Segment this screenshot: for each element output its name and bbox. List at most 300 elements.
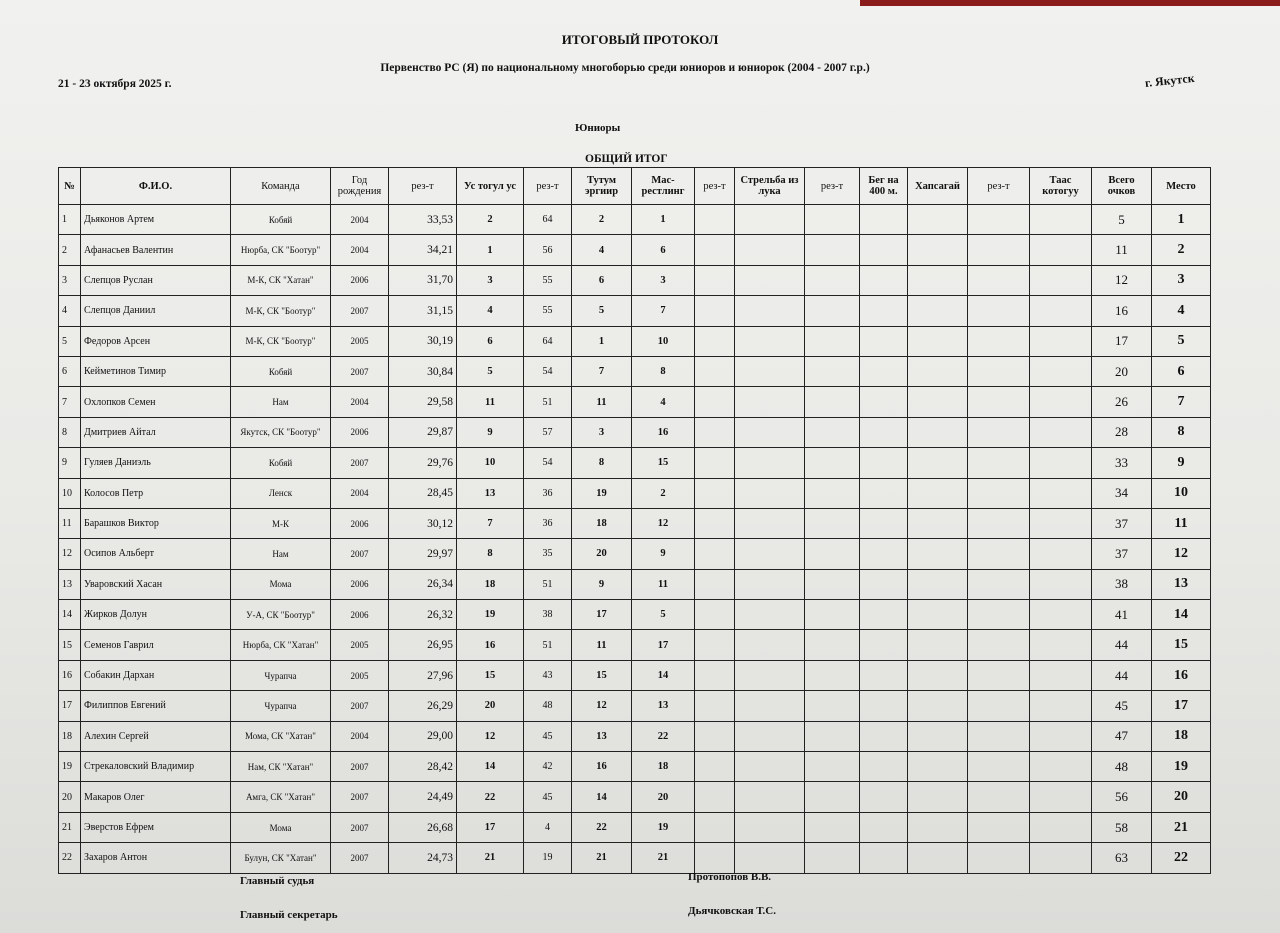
cell-tutum: 13: [572, 721, 632, 751]
cell-result-3: [695, 417, 735, 447]
cell-taas: [1030, 296, 1092, 326]
cell-result-3: [695, 600, 735, 630]
cell-result-1: 28,45: [389, 478, 457, 508]
cell-name: Барашков Виктор: [81, 508, 231, 538]
cell-tutum: 11: [572, 630, 632, 660]
cell-team: Нам: [231, 539, 331, 569]
cell-archery: [735, 356, 805, 386]
cell-place: 3: [1152, 265, 1211, 295]
col-hapsagai: Хапсагай: [908, 168, 968, 205]
col-taas: Таас котогуу: [1030, 168, 1092, 205]
cell-name: Стрекаловский Владимир: [81, 752, 231, 782]
cell-place: 7: [1152, 387, 1211, 417]
cell-hapsagai: [908, 600, 968, 630]
cell-archery: [735, 691, 805, 721]
cell-total: 48: [1092, 752, 1152, 782]
cell-name: Жирков Долун: [81, 600, 231, 630]
col-run-400: Бег на 400 м.: [860, 168, 908, 205]
col-team: Команда: [231, 168, 331, 205]
cell-mas-wrestling: 9: [632, 539, 695, 569]
cell-num: 21: [59, 812, 81, 842]
cell-result-3: [695, 569, 735, 599]
cell-archery: [735, 265, 805, 295]
cell-mas-wrestling: 17: [632, 630, 695, 660]
cell-result-1: 30,84: [389, 356, 457, 386]
cell-total: 58: [1092, 812, 1152, 842]
cell-team: Мома: [231, 812, 331, 842]
cell-result-1: 31,15: [389, 296, 457, 326]
cell-archery: [735, 296, 805, 326]
cell-name: Филиппов Евгений: [81, 691, 231, 721]
cell-num: 5: [59, 326, 81, 356]
cell-archery: [735, 326, 805, 356]
col-total: Всего очков: [1092, 168, 1152, 205]
table-row: [59, 630, 1211, 660]
table-header-row: [59, 168, 1211, 205]
cell-ustogul: 13: [457, 478, 524, 508]
cell-name: Захаров Антон: [81, 843, 231, 873]
cell-result-3: [695, 387, 735, 417]
cell-year: 2006: [331, 508, 389, 538]
cell-ustogul: 18: [457, 569, 524, 599]
cell-run-400: [860, 721, 908, 751]
col-ustogul: Ус тогул ус: [457, 168, 524, 205]
chief-judge-label: Главный судья: [240, 875, 315, 887]
cell-result-3: [695, 508, 735, 538]
cell-num: 8: [59, 417, 81, 447]
cell-result-3: [695, 630, 735, 660]
cell-result-5: [968, 205, 1030, 235]
table-row: [59, 448, 1211, 478]
event-city: г. Якутск: [1144, 70, 1196, 90]
cell-result-3: [695, 326, 735, 356]
cell-year: 2006: [331, 600, 389, 630]
cell-name: Алехин Сергей: [81, 721, 231, 751]
table-row: [59, 752, 1211, 782]
cell-num: 22: [59, 843, 81, 873]
cell-mas-wrestling: 16: [632, 417, 695, 447]
cell-total: 20: [1092, 356, 1152, 386]
cell-place: 13: [1152, 569, 1211, 599]
cell-tutum: 15: [572, 660, 632, 690]
cell-place: 20: [1152, 782, 1211, 812]
cell-total: 33: [1092, 448, 1152, 478]
cell-ustogul: 16: [457, 630, 524, 660]
cell-team: М-К: [231, 508, 331, 538]
cell-hapsagai: [908, 812, 968, 842]
cell-place: 4: [1152, 296, 1211, 326]
cell-result-3: [695, 205, 735, 235]
table-row: [59, 296, 1211, 326]
cell-team: Нюрба, СК "Боотур": [231, 235, 331, 265]
cell-result-5: [968, 600, 1030, 630]
cell-name: Гуляев Даниэль: [81, 448, 231, 478]
cell-run-400: [860, 630, 908, 660]
cell-result-4: [805, 782, 860, 812]
cell-run-400: [860, 265, 908, 295]
cell-place: 10: [1152, 478, 1211, 508]
cell-taas: [1030, 691, 1092, 721]
cell-num: 17: [59, 691, 81, 721]
cell-tutum: 7: [572, 356, 632, 386]
table-row: [59, 478, 1211, 508]
cell-ustogul: 6: [457, 326, 524, 356]
table-row: [59, 660, 1211, 690]
cell-mas-wrestling: 13: [632, 691, 695, 721]
cell-year: 2006: [331, 569, 389, 599]
cell-total: 41: [1092, 600, 1152, 630]
cell-result-5: [968, 569, 1030, 599]
col-archery: Стрельба из лука: [735, 168, 805, 205]
cell-team: М-К, СК "Боотур": [231, 326, 331, 356]
col-place: Место: [1152, 168, 1211, 205]
cell-num: 9: [59, 448, 81, 478]
cell-place: 21: [1152, 812, 1211, 842]
cell-name: Осипов Альберт: [81, 539, 231, 569]
table-row: [59, 356, 1211, 386]
cell-result-1: 26,95: [389, 630, 457, 660]
cell-taas: [1030, 630, 1092, 660]
cell-ustogul: 7: [457, 508, 524, 538]
cell-mas-wrestling: 20: [632, 782, 695, 812]
cell-result-1: 29,87: [389, 417, 457, 447]
cell-num: 15: [59, 630, 81, 660]
cell-result-2: 54: [524, 356, 572, 386]
cell-result-4: [805, 691, 860, 721]
cell-tutum: 12: [572, 691, 632, 721]
cell-archery: [735, 600, 805, 630]
cell-place: 11: [1152, 508, 1211, 538]
cell-team: Чурапча: [231, 691, 331, 721]
cell-run-400: [860, 691, 908, 721]
cell-result-5: [968, 721, 1030, 751]
cell-name: Семенов Гаврил: [81, 630, 231, 660]
cell-result-3: [695, 752, 735, 782]
cell-ustogul: 2: [457, 205, 524, 235]
cell-result-2: 36: [524, 508, 572, 538]
cell-mas-wrestling: 18: [632, 752, 695, 782]
cell-place: 14: [1152, 600, 1211, 630]
cell-taas: [1030, 569, 1092, 599]
cell-name: Макаров Олег: [81, 782, 231, 812]
col-name: Ф.И.О.: [81, 168, 231, 205]
cell-result-2: 55: [524, 296, 572, 326]
cell-run-400: [860, 448, 908, 478]
col-result-3: рез-т: [695, 168, 735, 205]
cell-place: 12: [1152, 539, 1211, 569]
cell-result-2: 51: [524, 569, 572, 599]
cell-team: Якутск, СК "Боотур": [231, 417, 331, 447]
cell-year: 2004: [331, 721, 389, 751]
cell-year: 2004: [331, 387, 389, 417]
cell-tutum: 5: [572, 296, 632, 326]
table-row: [59, 812, 1211, 842]
cell-ustogul: 5: [457, 356, 524, 386]
cell-run-400: [860, 539, 908, 569]
cell-total: 17: [1092, 326, 1152, 356]
cell-tutum: 2: [572, 205, 632, 235]
cell-mas-wrestling: 19: [632, 812, 695, 842]
cell-result-4: [805, 417, 860, 447]
cell-name: Дьяконов Артем: [81, 205, 231, 235]
cell-num: 19: [59, 752, 81, 782]
cell-hapsagai: [908, 448, 968, 478]
cell-mas-wrestling: 21: [632, 843, 695, 873]
cell-total: 11: [1092, 235, 1152, 265]
cell-mas-wrestling: 8: [632, 356, 695, 386]
cell-ustogul: 20: [457, 691, 524, 721]
cell-taas: [1030, 660, 1092, 690]
cell-mas-wrestling: 3: [632, 265, 695, 295]
cell-archery: [735, 752, 805, 782]
cell-mas-wrestling: 10: [632, 326, 695, 356]
cell-taas: [1030, 600, 1092, 630]
cell-total: 37: [1092, 508, 1152, 538]
cell-total: 16: [1092, 296, 1152, 326]
cell-taas: [1030, 752, 1092, 782]
cell-mas-wrestling: 14: [632, 660, 695, 690]
cell-mas-wrestling: 7: [632, 296, 695, 326]
cell-hapsagai: [908, 478, 968, 508]
cell-name: Собакин Дархан: [81, 660, 231, 690]
cell-year: 2007: [331, 812, 389, 842]
cell-ustogul: 10: [457, 448, 524, 478]
cell-result-5: [968, 478, 1030, 508]
cell-run-400: [860, 752, 908, 782]
cell-year: 2004: [331, 235, 389, 265]
cell-result-5: [968, 812, 1030, 842]
cell-result-5: [968, 630, 1030, 660]
cell-total: 44: [1092, 660, 1152, 690]
cell-taas: [1030, 843, 1092, 873]
table-row: [59, 539, 1211, 569]
cell-hapsagai: [908, 569, 968, 599]
cell-result-4: [805, 205, 860, 235]
cell-tutum: 16: [572, 752, 632, 782]
cell-result-2: 64: [524, 326, 572, 356]
cell-tutum: 22: [572, 812, 632, 842]
cell-year: 2007: [331, 752, 389, 782]
cell-tutum: 4: [572, 235, 632, 265]
table-row: [59, 417, 1211, 447]
cell-archery: [735, 812, 805, 842]
cell-year: 2005: [331, 326, 389, 356]
cell-archery: [735, 205, 805, 235]
cell-result-5: [968, 265, 1030, 295]
cell-tutum: 21: [572, 843, 632, 873]
cell-hapsagai: [908, 296, 968, 326]
chief-secretary-name: Дьячковская Т.С.: [688, 905, 776, 917]
cell-place: 1: [1152, 205, 1211, 235]
cell-run-400: [860, 843, 908, 873]
cell-hapsagai: [908, 235, 968, 265]
cell-total: 12: [1092, 265, 1152, 295]
cell-ustogul: 15: [457, 660, 524, 690]
cell-result-4: [805, 387, 860, 417]
table-row: [59, 721, 1211, 751]
cell-result-1: 26,32: [389, 600, 457, 630]
cell-result-2: 45: [524, 721, 572, 751]
cell-year: 2007: [331, 539, 389, 569]
cell-result-5: [968, 508, 1030, 538]
cell-hapsagai: [908, 508, 968, 538]
cell-archery: [735, 508, 805, 538]
cell-ustogul: 17: [457, 812, 524, 842]
cell-result-1: 33,53: [389, 205, 457, 235]
cell-run-400: [860, 326, 908, 356]
cell-num: 12: [59, 539, 81, 569]
cell-name: Охлопков Семен: [81, 387, 231, 417]
cell-result-5: [968, 843, 1030, 873]
cell-ustogul: 11: [457, 387, 524, 417]
cell-result-2: 42: [524, 752, 572, 782]
cell-year: 2004: [331, 205, 389, 235]
cell-tutum: 19: [572, 478, 632, 508]
table-row: [59, 235, 1211, 265]
cell-hapsagai: [908, 387, 968, 417]
cell-team: Кобяй: [231, 448, 331, 478]
cell-place: 9: [1152, 448, 1211, 478]
cell-mas-wrestling: 6: [632, 235, 695, 265]
cell-hapsagai: [908, 265, 968, 295]
cell-taas: [1030, 205, 1092, 235]
table-row: [59, 691, 1211, 721]
results-table: [58, 167, 1211, 874]
cell-result-2: 64: [524, 205, 572, 235]
cell-run-400: [860, 417, 908, 447]
cell-taas: [1030, 721, 1092, 751]
col-result-2: рез-т: [524, 168, 572, 205]
cell-num: 16: [59, 660, 81, 690]
cell-result-1: 29,76: [389, 448, 457, 478]
cell-archery: [735, 387, 805, 417]
cell-tutum: 20: [572, 539, 632, 569]
cell-result-1: 28,42: [389, 752, 457, 782]
cell-taas: [1030, 235, 1092, 265]
cell-num: 6: [59, 356, 81, 386]
cell-hapsagai: [908, 326, 968, 356]
cell-tutum: 18: [572, 508, 632, 538]
table-row: [59, 387, 1211, 417]
cell-result-2: 45: [524, 782, 572, 812]
cell-result-1: 24,73: [389, 843, 457, 873]
cell-name: Дмитриев Айтал: [81, 417, 231, 447]
cell-archery: [735, 630, 805, 660]
cell-hapsagai: [908, 539, 968, 569]
event-dates: 21 - 23 октября 2025 г.: [58, 78, 172, 90]
cell-place: 5: [1152, 326, 1211, 356]
cell-name: Федоров Арсен: [81, 326, 231, 356]
cell-total: 34: [1092, 478, 1152, 508]
table-row: [59, 600, 1211, 630]
cell-tutum: 11: [572, 387, 632, 417]
cell-hapsagai: [908, 205, 968, 235]
cell-num: 14: [59, 600, 81, 630]
cell-run-400: [860, 782, 908, 812]
cell-result-3: [695, 539, 735, 569]
cell-mas-wrestling: 4: [632, 387, 695, 417]
cell-name: Колосов Петр: [81, 478, 231, 508]
cell-result-5: [968, 356, 1030, 386]
cell-archery: [735, 721, 805, 751]
cell-result-2: 43: [524, 660, 572, 690]
cell-result-4: [805, 600, 860, 630]
table-row: [59, 326, 1211, 356]
cell-total: 28: [1092, 417, 1152, 447]
cell-year: 2007: [331, 843, 389, 873]
cell-name: Уваровский Хасан: [81, 569, 231, 599]
cell-team: М-К, СК "Хатан": [231, 265, 331, 295]
results-body: [59, 205, 1211, 874]
cell-run-400: [860, 812, 908, 842]
age-group: Юниоры: [575, 122, 621, 134]
cell-result-2: 55: [524, 265, 572, 295]
cell-run-400: [860, 600, 908, 630]
cell-run-400: [860, 356, 908, 386]
cell-team: Булун, СК "Хатан": [231, 843, 331, 873]
cell-result-4: [805, 630, 860, 660]
cell-ustogul: 8: [457, 539, 524, 569]
cell-result-3: [695, 691, 735, 721]
cell-result-5: [968, 660, 1030, 690]
cell-result-2: 51: [524, 630, 572, 660]
cell-run-400: [860, 387, 908, 417]
cell-result-4: [805, 235, 860, 265]
cell-result-4: [805, 296, 860, 326]
cell-taas: [1030, 508, 1092, 538]
cell-result-2: 56: [524, 235, 572, 265]
cell-team: У-А, СК "Боотур": [231, 600, 331, 630]
cell-mas-wrestling: 22: [632, 721, 695, 751]
chief-secretary-label: Главный секретарь: [240, 909, 338, 921]
cell-year: 2006: [331, 265, 389, 295]
cell-hapsagai: [908, 843, 968, 873]
cell-team: Кобяй: [231, 356, 331, 386]
cell-num: 2: [59, 235, 81, 265]
cell-run-400: [860, 235, 908, 265]
cell-total: 63: [1092, 843, 1152, 873]
cell-num: 4: [59, 296, 81, 326]
chief-judge-name: Протопопов В.В.: [688, 871, 772, 883]
cell-archery: [735, 660, 805, 690]
cell-team: Кобяй: [231, 205, 331, 235]
cell-place: 8: [1152, 417, 1211, 447]
cell-num: 1: [59, 205, 81, 235]
cell-name: Кейметинов Тимир: [81, 356, 231, 386]
cell-num: 10: [59, 478, 81, 508]
cell-year: 2007: [331, 296, 389, 326]
cell-total: 5: [1092, 205, 1152, 235]
cell-ustogul: 9: [457, 417, 524, 447]
cell-run-400: [860, 478, 908, 508]
col-result-1: рез-т: [389, 168, 457, 205]
cell-hapsagai: [908, 630, 968, 660]
cell-taas: [1030, 326, 1092, 356]
cell-year: 2006: [331, 417, 389, 447]
cell-num: 18: [59, 721, 81, 751]
cell-place: 6: [1152, 356, 1211, 386]
summary-title: ОБЩИЙ ИТОГ: [585, 153, 668, 165]
cell-total: 38: [1092, 569, 1152, 599]
cell-hapsagai: [908, 752, 968, 782]
cell-place: 17: [1152, 691, 1211, 721]
table-row: [59, 265, 1211, 295]
cell-ustogul: 14: [457, 752, 524, 782]
table-row: [59, 508, 1211, 538]
cell-result-4: [805, 508, 860, 538]
cell-result-2: 35: [524, 539, 572, 569]
cell-name: Слепцов Руслан: [81, 265, 231, 295]
